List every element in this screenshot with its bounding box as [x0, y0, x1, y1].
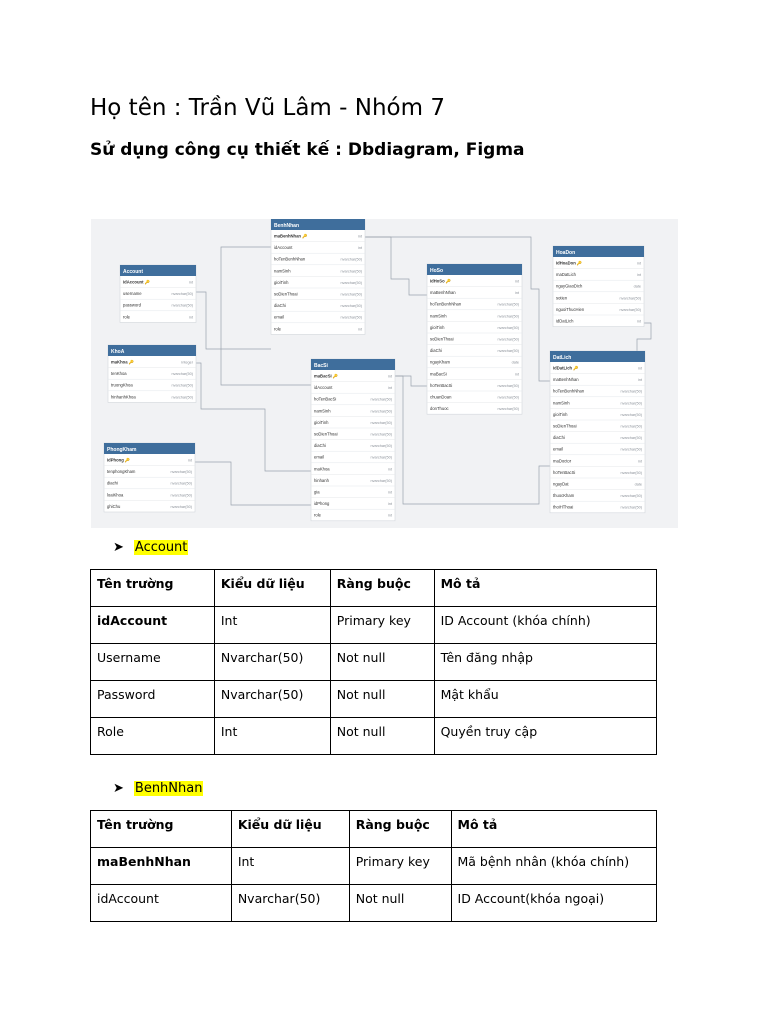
erd-field-name: maBenhNhan [553, 377, 579, 383]
erd-field-name: hinhanhKhoa [111, 394, 136, 400]
erd-field-type: nvarchar(50) [170, 504, 192, 509]
erd-field-name: role [274, 326, 281, 332]
erd-field-name: namSinh [430, 313, 447, 319]
section-label: Account [134, 540, 188, 555]
erd-field-name: tenphongKham [107, 469, 136, 475]
erd-field-type: nvarchar(50) [620, 470, 642, 475]
erd-field-name: maDoctor [553, 458, 572, 464]
erd-field-type: nvarchar(50) [370, 444, 392, 449]
erd-field-name: gioiTinh [274, 279, 289, 285]
erd-field-type: nvarchar(50) [171, 292, 193, 297]
erd-field-type: nvarchar(50) [497, 337, 519, 342]
erd-field-name: nguoiThucHien [556, 306, 585, 312]
erd-field-name: maBacSi 🔑 [314, 373, 339, 379]
erd-field-type: date [634, 482, 642, 487]
header-cell: Kiểu dữ liệu [214, 570, 330, 607]
relation-line [195, 462, 311, 505]
erd-field-type: int [636, 273, 641, 278]
table-header-row [91, 811, 657, 848]
erd-field-name: soDienThoai [314, 431, 338, 437]
relation-line [395, 376, 427, 386]
table-cell: Tên đăng nhập [434, 644, 656, 681]
erd-field-type: int [387, 490, 392, 495]
erd-field-name: email [314, 454, 325, 460]
erd-field-name: maBacSi [430, 371, 447, 377]
relation-line [365, 237, 427, 295]
table-cell: Not null [330, 644, 434, 681]
erd-field-name: hoTenBenhNhan [274, 256, 306, 262]
erd-field-type: nvarchar(50) [171, 395, 193, 400]
erd-field-type: int [357, 234, 362, 239]
erd-field-name: diachi [107, 480, 118, 486]
table-row [91, 607, 657, 644]
erd-field-type: int [387, 386, 392, 391]
page-title: Họ tên : Trần Vũ Lâm - Nhóm 7 [90, 95, 445, 121]
erd-field-type: nvarchar(50) [340, 304, 362, 309]
erd-field-type: int [387, 467, 392, 472]
section-label: BenhNhan [134, 781, 203, 796]
table-cell: Password [91, 681, 215, 718]
erd-table-name: HoSo [430, 268, 444, 274]
erd-field-type: nvarchar(50) [620, 412, 642, 417]
table-cell: Primary key [330, 607, 434, 644]
erd-field-name: maBenhNhan 🔑 [274, 233, 308, 239]
erd-table-name: DatLich [553, 355, 572, 361]
erd-field-name: idAccount [274, 245, 293, 251]
erd-field-name: idHoaDon 🔑 [556, 260, 583, 266]
erd-field-type: int [636, 319, 641, 324]
erd-field-name: ngayGiaoDich [556, 283, 583, 289]
erd-field-name: gioiTinh [430, 324, 445, 330]
erd-field-name: email [553, 446, 564, 452]
table-cell: idAccount [91, 607, 215, 644]
erd-field-type: nvarchar(50) [370, 432, 392, 437]
erd-field-type: nvarchar(50) [370, 455, 392, 460]
erd-field-name: maBenhNhan [430, 290, 456, 296]
table-cell: Mật khẩu [434, 681, 656, 718]
erd-field-name: ngayDat [553, 481, 569, 487]
erd-field-name: role [123, 314, 130, 320]
erd-field-name: soDienThoai [274, 291, 298, 297]
erd-field-type: nvarchar(50) [620, 447, 642, 452]
erd-field-type: nvarchar(50) [497, 349, 519, 354]
erd-field-type: int [357, 327, 362, 332]
erd-field-type: nvarchar(50) [370, 478, 392, 483]
erd-field-type: nvarchar(50) [497, 314, 519, 319]
erd-field-name: soDienThoai [430, 336, 454, 342]
erd-field-type: int [637, 366, 642, 371]
erd-field-type: int [636, 261, 641, 266]
erd-field-type: nvarchar(50) [170, 493, 192, 498]
header-cell: Tên trường [91, 570, 215, 607]
table-cell: Primary key [349, 848, 451, 885]
erd-field-name: thuocKham [553, 493, 575, 499]
erd-field-type: nvarchar(50) [497, 302, 519, 307]
erd-field-name: hinhanh [314, 477, 329, 483]
table-cell: ID Account (khóa chính) [434, 607, 656, 644]
erd-field-type: nvarchar(50) [171, 372, 193, 377]
erd-field-type: nvarchar(50) [619, 296, 641, 301]
table-cell: Int [214, 718, 330, 755]
erd-table [108, 345, 196, 402]
erd-field-type: nvarchar(50) [340, 280, 362, 285]
erd-field-type: nvarchar(50) [620, 424, 642, 429]
table-cell: idAccount [91, 885, 232, 922]
erd-field-type: nvarchar(50) [170, 481, 192, 486]
header-cell: Tên trường [91, 811, 232, 848]
table-header-row [91, 570, 657, 607]
erd-field-type: nvarchar(50) [497, 383, 519, 388]
erd-table-name: Account [123, 269, 143, 275]
erd-field-type: date [633, 284, 641, 289]
erd-field-name: hoTenBenhNhan [553, 388, 585, 394]
erd-field-name: chuanDoan [430, 394, 452, 400]
header-cell: Mô tả [434, 570, 656, 607]
header-cell: Kiểu dữ liệu [231, 811, 349, 848]
table-cell: Nvarchar(50) [214, 681, 330, 718]
erd-field-type: int [514, 279, 519, 284]
erd-field-type: nvarchar(50) [620, 505, 642, 510]
erd-table [427, 264, 522, 414]
erd-field-name: idAccount 🔑 [123, 279, 150, 285]
erd-field-name: idHoSo 🔑 [430, 278, 452, 284]
erd-field-name: tenKhoa [111, 371, 127, 377]
erd-field-type: int [514, 372, 519, 377]
erd-field-type: nvarchar(50) [620, 389, 642, 394]
erd-field-type: nvarchar(50) [497, 407, 519, 412]
erd-table-body [550, 351, 645, 513]
erd-table [311, 359, 395, 521]
page-subtitle: Sử dụng công cụ thiết kế : Dbdiagram, Figma [90, 140, 525, 160]
erd-field-name: maDatLich [556, 272, 577, 278]
erd-field-name: idPhong [314, 501, 330, 507]
header-cell: Ràng buộc [330, 570, 434, 607]
erd-field-type: nvarchar(50) [370, 409, 392, 414]
erd-table-body [311, 359, 395, 521]
erd-field-name: email [274, 314, 285, 320]
erd-field-type: int [188, 280, 193, 285]
erd-field-type: nvarchar(50) [497, 395, 519, 400]
erd-field-name: namSinh [274, 268, 291, 274]
account-table [90, 569, 657, 755]
erd-field-name: namSinh [314, 408, 331, 414]
header-cell: Mô tả [451, 811, 656, 848]
erd-field-name: hoTenBenhNhan [430, 301, 462, 307]
erd-table [553, 246, 644, 327]
erd-field-type: nvarchar(50) [619, 307, 641, 312]
erd-field-type: int [637, 459, 642, 464]
erd-field-type: int [387, 374, 392, 379]
erd-field-type: int [387, 513, 392, 518]
erd-field-type: nvarchar(50) [340, 315, 362, 320]
erd-table [104, 443, 195, 512]
table-cell: Role [91, 718, 215, 755]
table-cell: Int [214, 607, 330, 644]
erd-field-type: integer [181, 360, 193, 365]
erd-field-name: donThuoc [430, 406, 449, 412]
erd-field-type: nvarchar(50) [171, 303, 193, 308]
relation-line [196, 363, 311, 471]
erd-field-name: loaiKhoa [107, 492, 124, 498]
erd-field-name: gia [314, 489, 320, 495]
erd-field-type: nvarchar(50) [497, 325, 519, 330]
erd-field-name: password [123, 302, 141, 308]
table-cell: Not null [349, 885, 451, 922]
table-cell: Nvarchar(50) [231, 885, 349, 922]
erd-field-type: nvarchar(50) [620, 401, 642, 406]
arrow-bullet-icon: ➤ [113, 540, 124, 555]
erd-table-name: BacSi [314, 363, 328, 369]
erd-field-name: diaChi [553, 435, 565, 441]
erd-field-name: idPhong 🔑 [107, 457, 131, 463]
benhnhan-table [90, 810, 657, 922]
erd-field-name: gioiTinh [553, 411, 568, 417]
erd-field-name: username [123, 291, 142, 297]
erd-field-type: nvarchar(50) [370, 420, 392, 425]
erd-field-name: role [314, 512, 321, 518]
table-cell: Not null [330, 718, 434, 755]
relation-line [196, 292, 271, 349]
table-cell: Mã bệnh nhân (khóa chính) [451, 848, 656, 885]
erd-field-name: idAccount [314, 385, 333, 391]
erd-field-type: int [514, 291, 519, 296]
erd-field-name: maKhoa [314, 466, 330, 472]
erd-field-name: hoTenBacSi [430, 382, 453, 388]
table-cell: Nvarchar(50) [214, 644, 330, 681]
erd-field-type: int [187, 458, 192, 463]
erd-table-name: PhongKham [107, 447, 137, 453]
erd-field-type: nvarchar(50) [171, 383, 193, 388]
erd-field-name: diaChi [314, 443, 326, 449]
erd-field-name: maKhoa 🔑 [111, 359, 134, 365]
erd-field-type: nvarchar(50) [340, 257, 362, 262]
erd-field-name: idDatLich [556, 318, 574, 324]
erd-field-name: diaChi [274, 303, 286, 309]
erd-field-name: sotien [556, 295, 568, 301]
erd-field-name: truongKhoa [111, 382, 133, 388]
erd-canvas [91, 219, 678, 528]
erd-field-name: gioiTinh [314, 419, 329, 425]
section-heading-account [113, 540, 188, 555]
erd-field-type: nvarchar(50) [620, 436, 642, 441]
erd-field-name: thoiHThoai [553, 504, 574, 510]
erd-table-name: BenhNhan [274, 223, 299, 229]
erd-field-name: diaChi [430, 348, 442, 354]
erd-field-type: int [387, 502, 392, 507]
erd-field-name: idDatLich 🔑 [553, 365, 579, 371]
erd-field-type: nvarchar(50) [620, 494, 642, 499]
erd-field-type: int [357, 246, 362, 251]
erd-table-name: KhoA [111, 349, 125, 355]
erd-field-name: hoTenBacSi [314, 396, 337, 402]
erd-field-name: ghiChu [107, 503, 121, 509]
table-cell: Quyền truy cập [434, 718, 656, 755]
section-heading-benhnhan [113, 781, 203, 796]
erd-field-type: nvarchar(50) [340, 269, 362, 274]
erd-field-name: soDienThoai [553, 423, 577, 429]
table-cell: Username [91, 644, 215, 681]
erd-field-type: nvarchar(50) [340, 292, 362, 297]
erd-diagram [91, 219, 678, 528]
erd-table [271, 219, 365, 334]
erd-field-type: date [511, 360, 519, 365]
erd-field-name: namSinh [553, 400, 570, 406]
erd-table-name: HoaDon [556, 250, 576, 256]
erd-field-name: hoTenBacSi [553, 469, 576, 475]
table-row [91, 681, 657, 718]
erd-field-type: int [188, 315, 193, 320]
erd-table [120, 265, 196, 322]
erd-field-type: nvarchar(50) [370, 397, 392, 402]
arrow-bullet-icon: ➤ [113, 781, 124, 796]
table-row [91, 718, 657, 755]
table-row [91, 885, 657, 922]
erd-field-name: ngayKham [430, 359, 451, 365]
erd-field-type: int [637, 378, 642, 383]
header-cell: Ràng buộc [349, 811, 451, 848]
table-cell: maBenhNhan [91, 848, 232, 885]
table-cell: ID Account(khóa ngoại) [451, 885, 656, 922]
table-cell: Int [231, 848, 349, 885]
table-row [91, 848, 657, 885]
table-row [91, 644, 657, 681]
erd-field-type: nvarchar(50) [170, 470, 192, 475]
erd-table [550, 351, 645, 513]
table-cell: Not null [330, 681, 434, 718]
